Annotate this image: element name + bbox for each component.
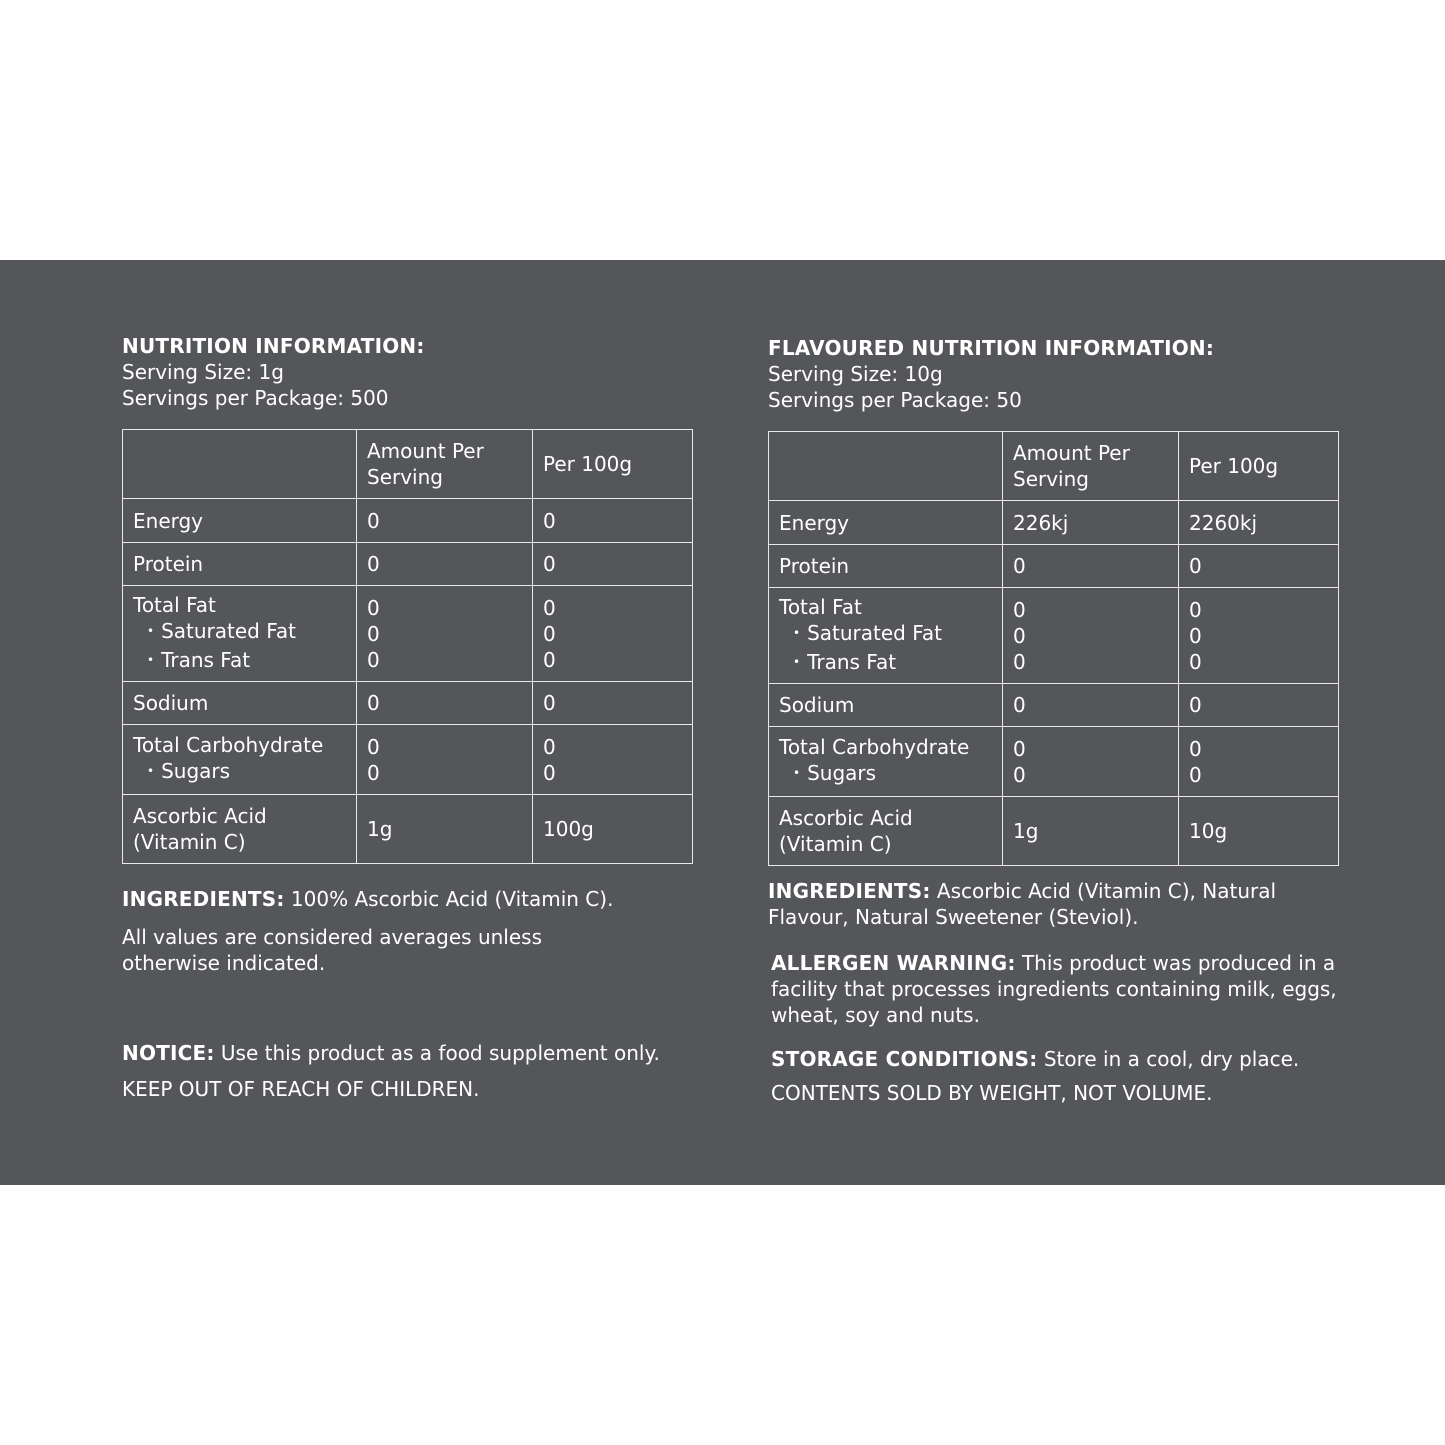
table-row	[769, 501, 1339, 545]
row-value-serving: 1g	[1003, 797, 1179, 866]
value: 0	[1013, 736, 1026, 761]
row-label: Protein	[769, 545, 1003, 588]
notice	[122, 1040, 722, 1066]
value: 0	[367, 647, 380, 672]
row-values-serving	[357, 725, 533, 795]
notice-label: NOTICE:	[122, 1041, 215, 1065]
row-label-group	[769, 727, 1003, 797]
table-row	[123, 682, 693, 725]
table-row	[123, 795, 693, 864]
header-cell-per-100g: Per 100g	[1179, 432, 1339, 501]
table-row	[769, 797, 1339, 866]
notice-text: Use this product as a food supplement only.	[220, 1041, 660, 1065]
row-sublabel: • Saturated Fat	[779, 620, 992, 649]
averages-note: All values are considered averages unless otherwise indicated.	[122, 925, 542, 975]
nutrition-info-section	[122, 333, 722, 1102]
table-header-row	[123, 430, 693, 499]
storage-label: STORAGE CONDITIONS:	[771, 1047, 1038, 1071]
value: 0	[1189, 623, 1202, 648]
value: 0	[1013, 762, 1026, 787]
row-label: Sodium	[123, 682, 357, 725]
row-label: Total Carbohydrate	[133, 733, 324, 757]
ingredients	[122, 886, 722, 912]
row-value-100g: 0	[533, 682, 693, 725]
value: 0	[1189, 736, 1202, 761]
nutrition-table	[122, 429, 693, 864]
serving-size: Serving Size: 10g	[768, 362, 943, 386]
row-sublabel: • Sugars	[133, 758, 346, 787]
value: 0	[543, 760, 556, 785]
value: 0	[1189, 597, 1202, 622]
table-row	[769, 684, 1339, 727]
value: 0	[1013, 649, 1026, 674]
row-label: Total Fat	[133, 592, 216, 617]
row-value-100g: 0	[1179, 684, 1339, 727]
section-heading: FLAVOURED NUTRITION INFORMATION:	[768, 336, 1215, 360]
header-cell-per-serving: Amount Per Serving	[1003, 432, 1179, 501]
value: 0	[1013, 597, 1026, 622]
row-label: Energy	[123, 499, 357, 543]
value: 0	[367, 621, 380, 646]
row-sublabel: • Trans Fat	[779, 649, 992, 678]
section-heading: NUTRITION INFORMATION:	[122, 334, 425, 358]
keep-out-warning: KEEP OUT OF REACH OF CHILDREN.	[122, 1077, 480, 1101]
allergen-label: ALLERGEN WARNING:	[771, 951, 1016, 975]
row-value-serving: 226kj	[1003, 501, 1179, 545]
row-sublabel: • Saturated Fat	[133, 618, 346, 647]
ingredients-text: Ascorbic Acid (Vitamin C), Natural Flavour, Natural Sweetener (Steviol).	[768, 879, 1277, 929]
row-value-serving: 1g	[357, 795, 533, 864]
row-values-100g	[533, 586, 693, 682]
table-header-row	[769, 432, 1339, 501]
row-value-serving: 0	[357, 499, 533, 543]
allergen-warning	[771, 950, 1341, 1028]
row-values-100g	[533, 725, 693, 795]
row-label-group	[769, 588, 1003, 684]
storage-conditions	[771, 1046, 1368, 1072]
table-row	[123, 543, 693, 586]
header-cell-per-serving: Amount Per Serving	[357, 430, 533, 499]
table-row	[123, 499, 693, 543]
header-cell-blank	[769, 432, 1003, 501]
serving-size: Serving Size: 1g	[122, 360, 284, 384]
row-values-100g	[1179, 727, 1339, 797]
row-value-100g: 0	[533, 499, 693, 543]
row-label: Ascorbic Acid (Vitamin C)	[769, 797, 1003, 866]
row-sublabel: • Trans Fat	[133, 647, 346, 676]
header-cell-per-100g: Per 100g	[533, 430, 693, 499]
value: 0	[367, 734, 380, 759]
row-value-100g: 0	[1179, 545, 1339, 588]
table-row	[769, 727, 1339, 797]
header-cell-blank	[123, 430, 357, 499]
value: 0	[367, 760, 380, 785]
row-value-serving: 0	[1003, 545, 1179, 588]
row-values-serving	[1003, 588, 1179, 684]
row-values-100g	[1179, 588, 1339, 684]
allergen-text: This product was produced in a facility that processes ingredients containing milk, eggs, wheat, soy and nuts.	[771, 951, 1337, 1027]
row-value-serving: 0	[357, 543, 533, 586]
servings-per-package: Servings per Package: 500	[122, 386, 389, 410]
row-label: Energy	[769, 501, 1003, 545]
row-value-100g: 100g	[533, 795, 693, 864]
row-label-group	[123, 725, 357, 795]
servings-per-package: Servings per Package: 50	[768, 388, 1022, 412]
row-value-serving: 0	[1003, 684, 1179, 727]
flavoured-nutrition-info-section	[768, 335, 1368, 1106]
row-value-100g: 2260kj	[1179, 501, 1339, 545]
row-label: Protein	[123, 543, 357, 586]
row-label: Total Fat	[779, 594, 862, 619]
row-value-100g: 10g	[1179, 797, 1339, 866]
value: 0	[543, 595, 556, 620]
row-values-serving	[1003, 727, 1179, 797]
row-values-serving	[357, 586, 533, 682]
row-label-group	[123, 586, 357, 682]
row-value-100g: 0	[533, 543, 693, 586]
row-sublabel: • Sugars	[779, 760, 992, 789]
row-value-serving: 0	[357, 682, 533, 725]
table-row	[769, 588, 1339, 684]
value: 0	[543, 734, 556, 759]
row-label: Ascorbic Acid (Vitamin C)	[123, 795, 357, 864]
ingredients	[768, 878, 1338, 930]
value: 0	[1189, 762, 1202, 787]
table-row	[123, 586, 693, 682]
table-row	[123, 725, 693, 795]
value: 0	[543, 647, 556, 672]
row-label: Total Carbohydrate	[779, 735, 970, 759]
row-label: Sodium	[769, 684, 1003, 727]
value: 0	[1013, 623, 1026, 648]
contents-note: CONTENTS SOLD BY WEIGHT, NOT VOLUME.	[771, 1081, 1213, 1105]
ingredients-label: INGREDIENTS:	[122, 887, 285, 911]
storage-text: Store in a cool, dry place.	[1043, 1047, 1300, 1071]
ingredients-label: INGREDIENTS:	[768, 879, 931, 903]
nutrition-table	[768, 431, 1339, 866]
value: 0	[543, 621, 556, 646]
value: 0	[367, 595, 380, 620]
ingredients-text: 100% Ascorbic Acid (Vitamin C).	[290, 887, 614, 911]
table-row	[769, 545, 1339, 588]
value: 0	[1189, 649, 1202, 674]
